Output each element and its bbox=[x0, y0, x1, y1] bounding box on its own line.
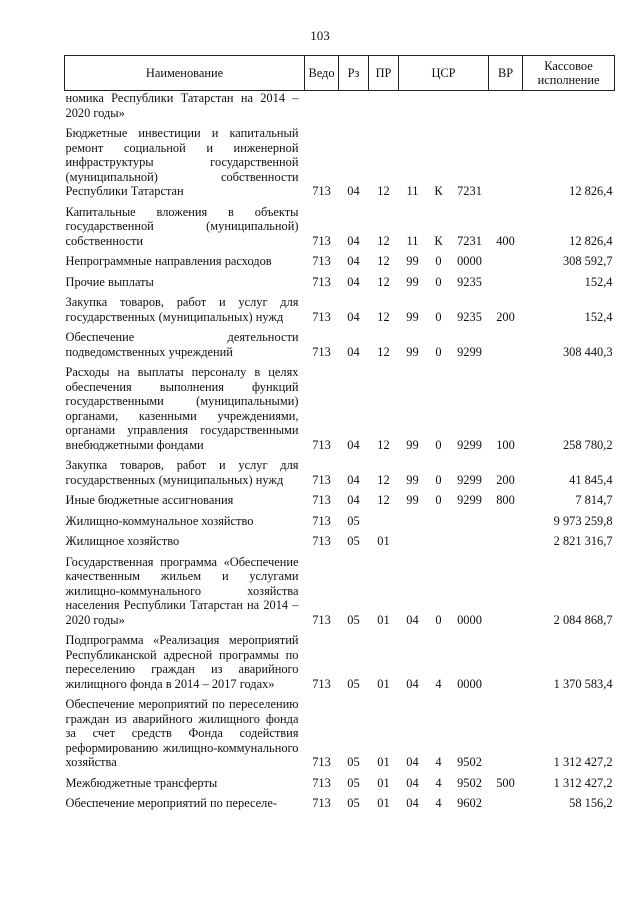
row-vr bbox=[489, 697, 523, 776]
row-vr: 800 bbox=[496, 493, 515, 507]
row-name: Государственная программа «Обеспечение качественным жильем и услугами жилищно-коммунального хозяйства населения Республики Татарстан на 2014 – 2020 годы» bbox=[65, 554, 299, 627]
row-csr-sub: 0 bbox=[435, 472, 442, 487]
row-csr-code: 9502 bbox=[457, 755, 482, 769]
row-amount: 308 440,3 bbox=[562, 344, 613, 359]
row-csr-program: 04 bbox=[406, 676, 419, 691]
row-csr-code bbox=[451, 514, 489, 535]
row-csr-code: 0000 bbox=[457, 612, 482, 627]
row-ved: 713 bbox=[312, 775, 331, 790]
row-name: Обеспечение мероприятий по переселе- bbox=[65, 796, 277, 810]
row-amount: 152,4 bbox=[584, 309, 613, 324]
row-rz: 04 bbox=[347, 309, 360, 324]
row-vr bbox=[489, 91, 523, 127]
header-kassa: Кассовое исполнение bbox=[523, 56, 615, 91]
row-ved: 713 bbox=[312, 233, 331, 248]
row-csr-sub: К bbox=[434, 233, 443, 248]
table-row bbox=[65, 365, 615, 458]
row-pr: 01 bbox=[377, 676, 390, 691]
row-amount: 308 592,7 bbox=[562, 254, 613, 268]
row-pr: 12 bbox=[377, 493, 390, 507]
table-row bbox=[65, 458, 615, 493]
row-ved: 713 bbox=[312, 274, 331, 289]
header-rz: Рз bbox=[339, 56, 369, 91]
row-csr-code: 9299 bbox=[457, 472, 482, 487]
row-pr: 01 bbox=[377, 755, 390, 769]
row-vr: 200 bbox=[496, 309, 515, 324]
table-row bbox=[65, 534, 615, 555]
row-csr-code: 9602 bbox=[457, 796, 482, 810]
row-pr: 01 bbox=[377, 796, 390, 810]
row-name: Иные бюджетные ассигнования bbox=[65, 493, 234, 507]
row-csr-program: 04 bbox=[406, 796, 419, 810]
row-csr-code: 7231 bbox=[457, 233, 482, 248]
row-csr-sub: 0 bbox=[435, 309, 442, 324]
row-csr-code: 9502 bbox=[457, 775, 482, 790]
row-csr-sub: 0 bbox=[435, 437, 442, 452]
row-rz: 05 bbox=[347, 775, 360, 790]
row-rz: 05 bbox=[347, 513, 360, 528]
row-ved: 713 bbox=[312, 534, 331, 548]
row-csr-sub: 4 bbox=[435, 796, 442, 810]
row-ved: 713 bbox=[312, 676, 331, 691]
row-ved: 713 bbox=[312, 344, 331, 359]
row-name: Жилищно-коммунальное хозяйство bbox=[65, 513, 254, 528]
row-csr-sub bbox=[427, 534, 451, 555]
row-vr bbox=[489, 555, 523, 634]
row-vr bbox=[489, 633, 523, 697]
row-name: Жилищное хозяйство bbox=[65, 534, 180, 548]
table-row bbox=[65, 295, 615, 330]
row-csr-code: 9235 bbox=[457, 274, 482, 289]
table-row bbox=[65, 254, 615, 275]
budget-table-container bbox=[64, 55, 614, 817]
row-csr-program: 99 bbox=[406, 493, 419, 507]
row-csr-code: 0000 bbox=[457, 676, 482, 691]
row-rz: 04 bbox=[347, 472, 360, 487]
row-pr: 12 bbox=[377, 184, 390, 198]
row-rz: 04 bbox=[347, 254, 360, 268]
row-name: Закупка товаров, работ и услуг для государственных (муниципальных) нужд bbox=[65, 458, 299, 487]
row-csr-program: 99 bbox=[406, 309, 419, 324]
row-amount: 2 084 868,7 bbox=[553, 612, 613, 627]
row-pr bbox=[369, 514, 399, 535]
row-csr-code: 9299 bbox=[457, 493, 482, 507]
row-ved: 713 bbox=[312, 513, 331, 528]
row-csr-program bbox=[399, 534, 427, 555]
row-amount: 1 312 427,2 bbox=[553, 775, 613, 790]
header-ved: Ведо bbox=[305, 56, 339, 91]
row-csr-sub: 0 bbox=[435, 344, 442, 359]
row-ved: 713 bbox=[312, 755, 331, 769]
row-name: Обеспечение деятельности подведомственных учреждений bbox=[65, 330, 299, 359]
row-vr bbox=[489, 275, 523, 296]
row-name: Капитальные вложения в объекты государственной (муниципальной) собственности bbox=[65, 204, 299, 248]
header-row bbox=[65, 56, 615, 91]
row-pr: 12 bbox=[377, 437, 390, 452]
table-row bbox=[65, 205, 615, 255]
table-row bbox=[65, 776, 615, 797]
row-amount: 2 821 316,7 bbox=[553, 534, 613, 548]
row-vr: 500 bbox=[496, 775, 515, 790]
row-name: Обеспечение мероприятий по переселению граждан из аварийного жилищного фонда за счет средств Фонда содействия реформированию жилищно-коммунального хозяйства bbox=[65, 697, 299, 769]
row-ved: 713 bbox=[312, 493, 331, 507]
budget-table bbox=[64, 55, 615, 817]
row-amount: 12 826,4 bbox=[569, 233, 613, 248]
row-csr-code: 9299 bbox=[457, 437, 482, 452]
row-amount bbox=[523, 91, 615, 127]
row-name: Непрограммные направления расходов bbox=[65, 254, 272, 268]
row-vr bbox=[489, 330, 523, 365]
row-pr: 01 bbox=[377, 775, 390, 790]
row-name: Подпрограмма «Реализация мероприятий Республиканской адресной программы по переселению граждан из аварийного жилищного фонда в 2014 – 2017 годах» bbox=[65, 633, 299, 691]
row-name: Закупка товаров, работ и услуг для государственных (муниципальных) нужд bbox=[65, 295, 299, 324]
header-vr: ВР bbox=[489, 56, 523, 91]
row-csr-program bbox=[399, 514, 427, 535]
row-name: Межбюджетные трансферты bbox=[65, 775, 218, 790]
row-rz: 05 bbox=[347, 534, 360, 548]
table-row bbox=[65, 493, 615, 514]
table-row bbox=[65, 330, 615, 365]
table-row bbox=[65, 555, 615, 634]
row-csr-program: 04 bbox=[406, 755, 419, 769]
row-csr-sub: К bbox=[434, 184, 443, 198]
row-csr-sub bbox=[427, 91, 451, 127]
row-rz bbox=[339, 91, 369, 127]
row-pr: 12 bbox=[377, 254, 390, 268]
row-csr-program: 99 bbox=[406, 437, 419, 452]
row-csr-program: 04 bbox=[406, 775, 419, 790]
row-csr-code: 0000 bbox=[457, 254, 482, 268]
row-csr-code: 9299 bbox=[457, 344, 482, 359]
row-csr-program: 04 bbox=[406, 612, 419, 627]
table-row bbox=[65, 514, 615, 535]
page-number: 103 bbox=[310, 28, 330, 43]
row-pr: 01 bbox=[377, 612, 390, 627]
row-pr: 12 bbox=[377, 472, 390, 487]
row-pr: 12 bbox=[377, 274, 390, 289]
row-vr bbox=[489, 254, 523, 275]
header-csr: ЦСР bbox=[399, 56, 489, 91]
row-csr-sub: 0 bbox=[435, 274, 442, 289]
row-rz: 05 bbox=[347, 676, 360, 691]
table-row bbox=[65, 91, 615, 127]
row-name: номика Республики Татарстан на 2014 – 2020 годы» bbox=[65, 91, 299, 120]
row-csr-sub: 0 bbox=[435, 493, 442, 507]
row-rz: 04 bbox=[347, 184, 360, 198]
row-csr-code: 7231 bbox=[457, 184, 482, 198]
row-csr-sub: 4 bbox=[435, 755, 442, 769]
row-amount: 9 973 259,8 bbox=[553, 513, 613, 528]
row-name: Расходы на выплаты персоналу в целях обеспечения выполнения функций государственными (муниципальными) органами, казенными учреждениями, органами управления государственными внебюджетными фондами bbox=[65, 365, 299, 452]
header-name: Наименование bbox=[65, 56, 305, 91]
row-vr: 200 bbox=[496, 472, 515, 487]
row-vr: 100 bbox=[496, 437, 515, 452]
row-csr-sub: 0 bbox=[435, 254, 442, 268]
row-ved: 713 bbox=[312, 184, 331, 198]
row-csr-code bbox=[451, 91, 489, 127]
row-rz: 05 bbox=[347, 612, 360, 627]
row-name: Прочие выплаты bbox=[65, 274, 154, 289]
row-name: Бюджетные инвестиции и капитальный ремонт социальной и инженерной инфраструктуры государственной (муниципальной) собственности Республики Татарстан bbox=[65, 126, 299, 198]
row-pr: 12 bbox=[377, 344, 390, 359]
row-csr-program: 99 bbox=[406, 254, 419, 268]
row-ved: 713 bbox=[312, 309, 331, 324]
row-amount: 1 312 427,2 bbox=[553, 755, 613, 769]
row-vr bbox=[489, 514, 523, 535]
row-ved bbox=[305, 91, 339, 127]
row-ved: 713 bbox=[312, 472, 331, 487]
row-csr-program: 99 bbox=[406, 344, 419, 359]
table-row bbox=[65, 275, 615, 296]
row-rz: 04 bbox=[347, 233, 360, 248]
row-pr: 12 bbox=[377, 309, 390, 324]
row-amount: 12 826,4 bbox=[569, 184, 613, 198]
row-pr bbox=[369, 91, 399, 127]
row-rz: 05 bbox=[347, 796, 360, 810]
table-row bbox=[65, 796, 615, 817]
row-pr: 12 bbox=[377, 233, 390, 248]
row-vr bbox=[489, 796, 523, 817]
row-csr-program: 11 bbox=[406, 184, 419, 198]
row-rz: 04 bbox=[347, 437, 360, 452]
table-row bbox=[65, 697, 615, 776]
table-row bbox=[65, 126, 615, 205]
row-rz: 04 bbox=[347, 493, 360, 507]
row-csr-sub: 4 bbox=[435, 775, 442, 790]
row-amount: 7 814,7 bbox=[575, 493, 613, 507]
row-ved: 713 bbox=[312, 796, 331, 810]
row-amount: 58 156,2 bbox=[569, 796, 613, 810]
row-vr: 400 bbox=[496, 233, 515, 248]
row-csr-program: 99 bbox=[406, 472, 419, 487]
row-pr: 01 bbox=[377, 534, 390, 548]
row-csr-code bbox=[451, 534, 489, 555]
row-ved: 713 bbox=[312, 254, 331, 268]
row-rz: 04 bbox=[347, 274, 360, 289]
table-row bbox=[65, 633, 615, 697]
row-vr bbox=[489, 534, 523, 555]
row-rz: 05 bbox=[347, 755, 360, 769]
row-csr-program bbox=[399, 91, 427, 127]
row-csr-program: 99 bbox=[406, 274, 419, 289]
row-rz: 04 bbox=[347, 344, 360, 359]
row-amount: 1 370 583,4 bbox=[553, 676, 613, 691]
row-csr-sub: 4 bbox=[435, 676, 442, 691]
row-csr-sub: 0 bbox=[435, 612, 442, 627]
row-ved: 713 bbox=[312, 437, 331, 452]
header-pr: ПР bbox=[369, 56, 399, 91]
row-csr-program: 11 bbox=[406, 233, 419, 248]
row-amount: 152,4 bbox=[584, 274, 613, 289]
row-ved: 713 bbox=[312, 612, 331, 627]
row-csr-code: 9235 bbox=[457, 309, 482, 324]
row-csr-sub bbox=[427, 514, 451, 535]
row-amount: 41 845,4 bbox=[569, 472, 613, 487]
row-amount: 258 780,2 bbox=[562, 437, 613, 452]
row-vr bbox=[489, 126, 523, 205]
